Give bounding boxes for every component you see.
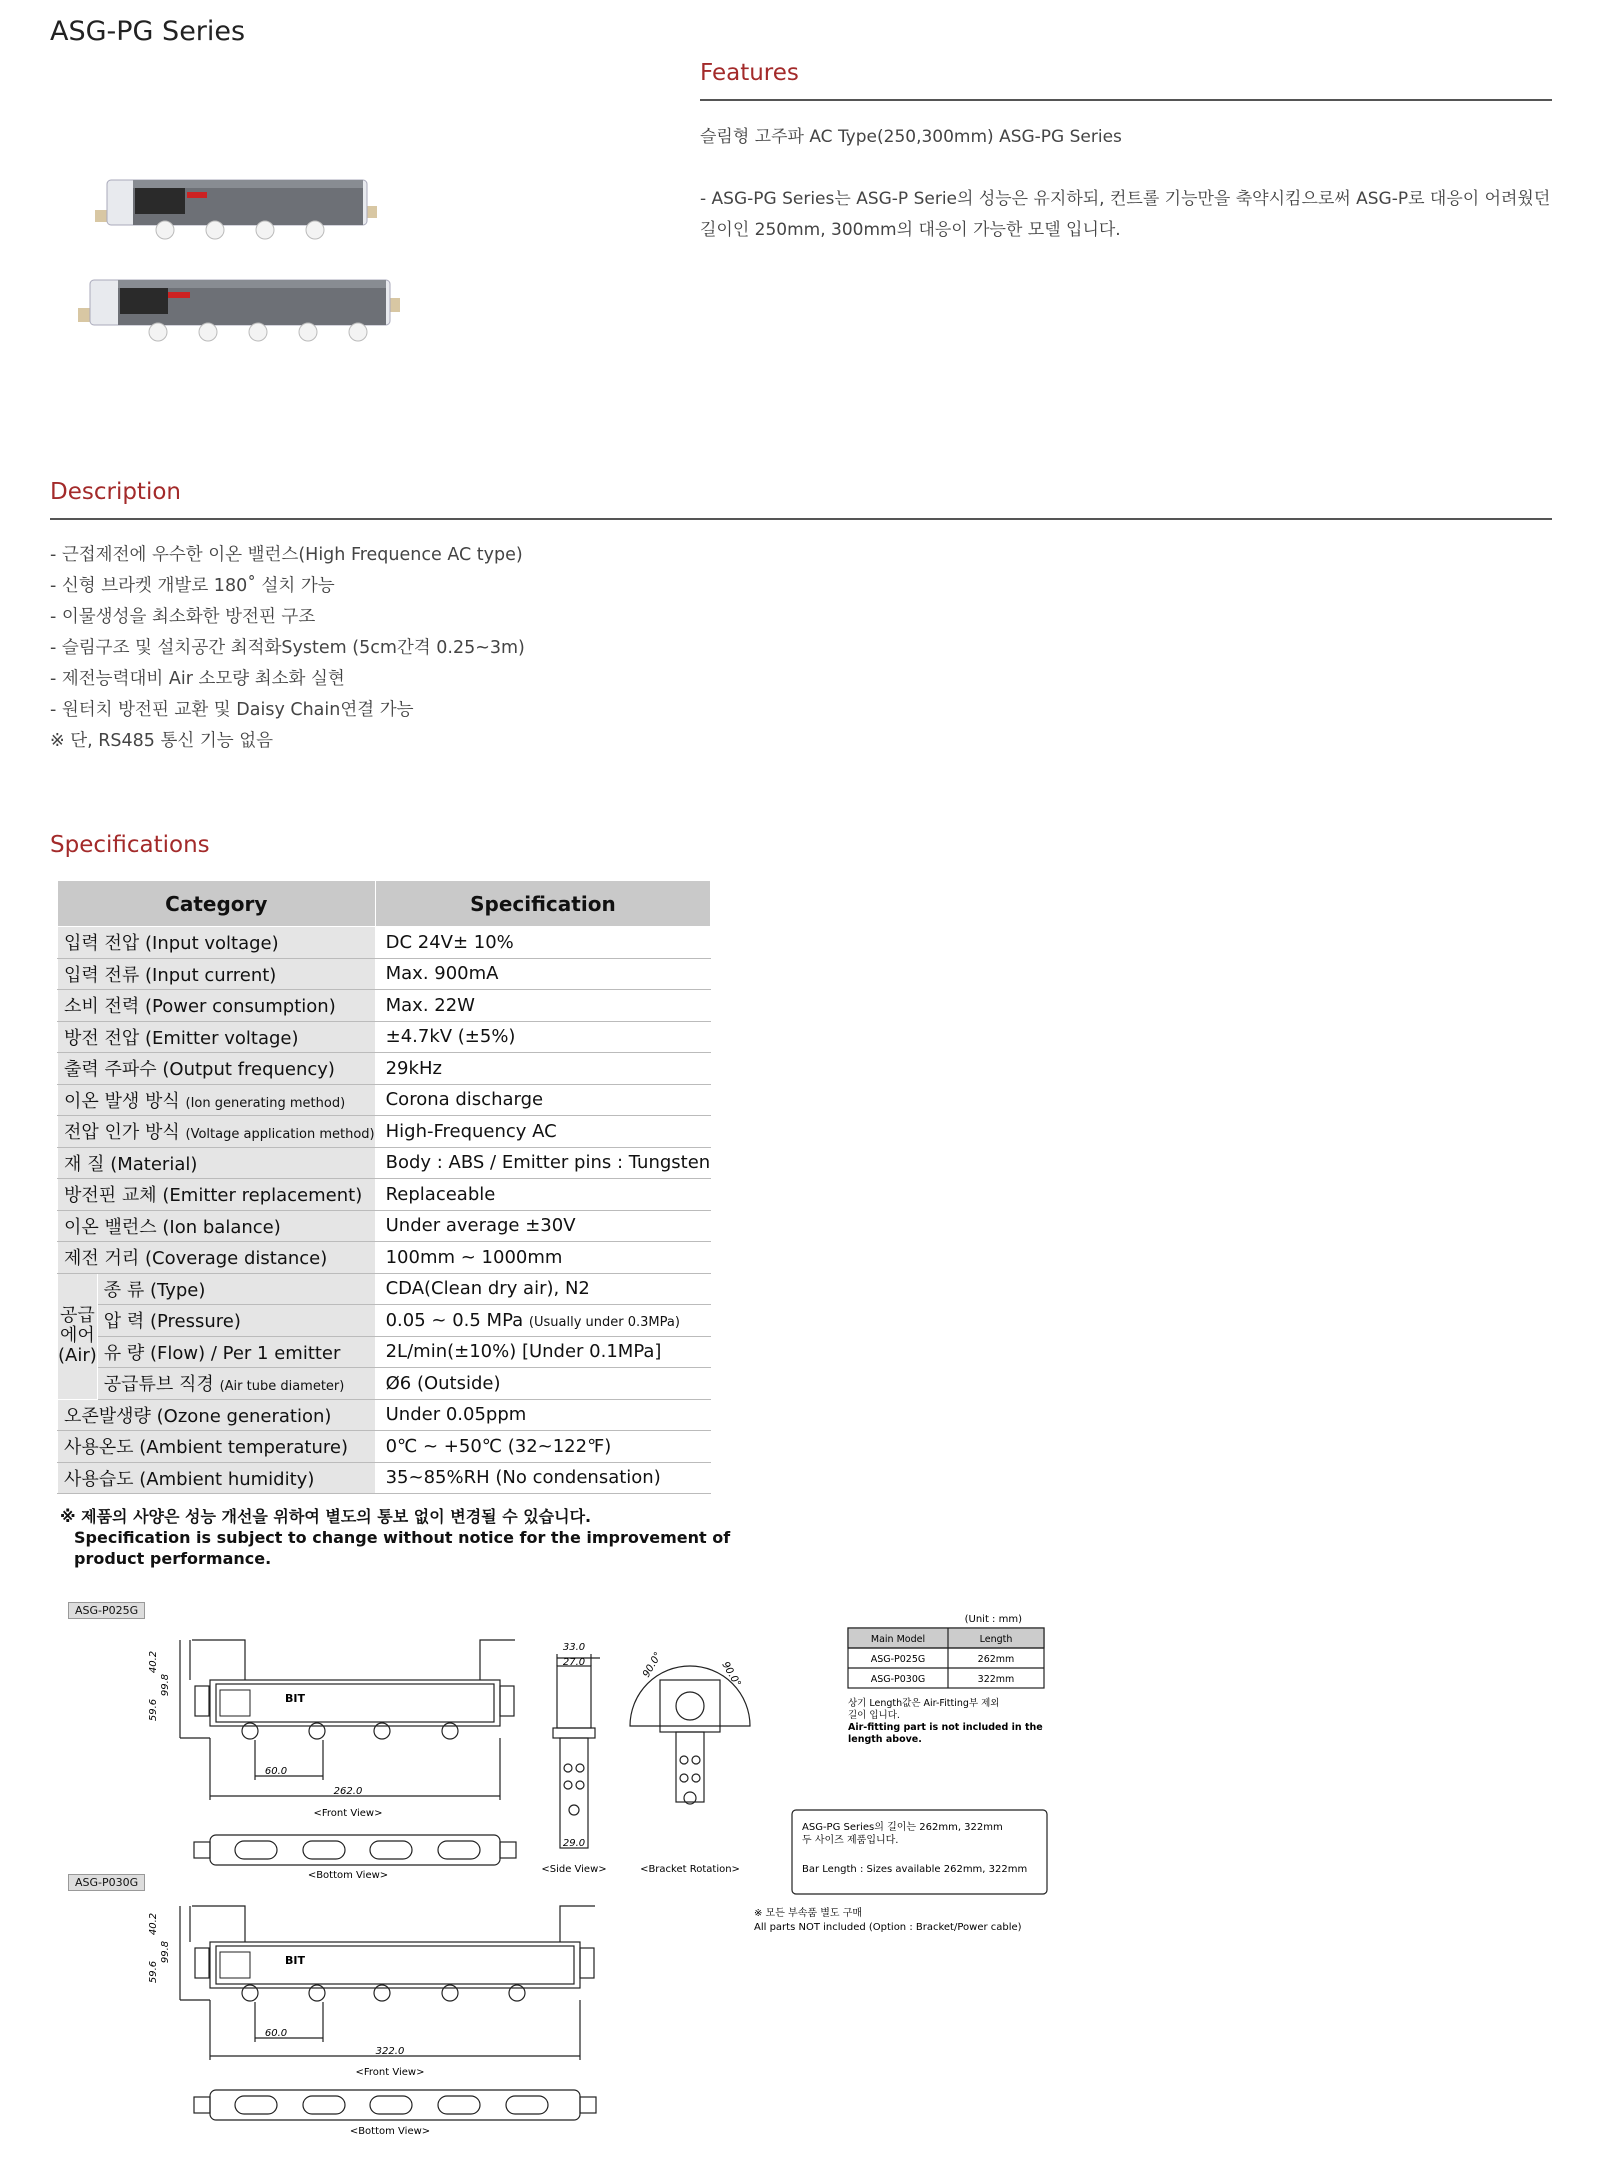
spec-val: 100mm ~ 1000mm — [375, 1242, 711, 1274]
spec-val: 2L/min(±10%) [Under 0.1MPa] — [375, 1336, 711, 1368]
angle-label: 90.0° — [719, 1660, 743, 1690]
table-row — [58, 958, 711, 990]
features-line-2: - ASG-PG Series는 ASG-P Serie의 성능은 유지하되, 컨트롤 기능만을 축약시킴으로써 ASG-P로 대응이 어려웠던 — [700, 189, 1551, 209]
dim-label: 60.0 — [264, 2028, 288, 2039]
spec-val: Body : ABS / Emitter pins : Tungsten — [375, 1147, 711, 1179]
spec-val: CDA(Clean dry air), N2 — [375, 1273, 711, 1305]
model-tag-b: ASG-P030G — [68, 1874, 145, 1891]
dim-label: 99.8 — [160, 1673, 171, 1697]
spec-notice-line-1: ※ 제품의 사양은 성능 개선을 위하여 별도의 통보 없이 변경될 수 있습니다. — [60, 1507, 592, 1526]
table-row — [58, 1021, 711, 1053]
table-row — [58, 1084, 711, 1116]
table-row — [58, 1147, 711, 1179]
table-cell: ASG-P025G — [870, 1654, 926, 1665]
dim-label: 27.0 — [562, 1657, 586, 1668]
spec-cat: 종 류 (Type) — [97, 1273, 375, 1305]
spec-val: Corona discharge — [375, 1084, 711, 1116]
spec-notice-line-2: Specification is subject to change without notice for the improvement of — [74, 1528, 731, 1547]
note-en: Air-fitting part is not included in the — [848, 1722, 1043, 1733]
table-cell: ASG-P030G — [870, 1674, 926, 1685]
product-image-short — [95, 170, 380, 240]
box-kr: ASG-PG Series의 길이는 262mm, 322mm — [802, 1822, 1003, 1833]
spec-cat-main: 전압 인가 방식 — [64, 1122, 180, 1144]
features-line-1: 슬림형 고주파 AC Type(250,300mm) ASG-PG Series — [700, 127, 1122, 147]
spec-cat: 소비 전력 (Power consumption) — [58, 990, 376, 1022]
bottom-view-label: <Bottom View> — [349, 2126, 431, 2137]
bracket-rotation-label: <Bracket Rotation> — [640, 1864, 740, 1875]
spec-val: 29kHz — [375, 1053, 711, 1085]
spec-cat-main: 공급튜브 직경 — [103, 1374, 214, 1396]
spec-val: DC 24V± 10% — [375, 927, 711, 959]
description-list — [50, 540, 525, 757]
spec-cat — [58, 1084, 376, 1116]
dim-label: 322.0 — [375, 2046, 405, 2057]
spec-cat — [97, 1368, 375, 1400]
spec-cat: 사용습도 (Ambient humidity) — [58, 1462, 376, 1494]
bottom-view-label: <Bottom View> — [307, 1870, 389, 1881]
description-item: ※ 단, RS485 통신 기능 없음 — [50, 731, 274, 751]
description-divider — [50, 518, 1552, 520]
spec-header-category: Category — [58, 881, 376, 927]
description-item: - 원터치 방전핀 교환 및 Daisy Chain연결 가능 — [50, 700, 414, 720]
description-item: - 이물생성을 최소화한 방전핀 구조 — [50, 607, 316, 627]
spec-cat-main: 이온 발생 방식 — [64, 1090, 180, 1112]
dim-label: 262.0 — [333, 1786, 363, 1797]
description-item: - 근접제전에 우수한 이온 밸런스(High Frequence AC type) — [50, 545, 523, 565]
spec-cat: 방전 전압 (Emitter voltage) — [58, 1021, 376, 1053]
box-en: Bar Length : Sizes available 262mm, 322mm — [802, 1864, 1028, 1875]
description-title: Description — [50, 479, 181, 505]
spec-val: Ø6 (Outside) — [375, 1368, 711, 1400]
spec-cat: 오존발생량 (Ozone generation) — [58, 1399, 376, 1431]
features-divider — [700, 99, 1552, 101]
spec-val-small: (Usually under 0.3MPa) — [528, 1314, 680, 1330]
spec-cat: 제전 거리 (Coverage distance) — [58, 1242, 376, 1274]
spec-cat: 유 량 (Flow) / Per 1 emitter — [97, 1336, 375, 1368]
features-line-3: 길이인 250mm, 300mm의 대응이 가능한 모델 입니다. — [700, 220, 1121, 240]
spec-val: 0℃ ~ +50℃ (32~122℉) — [375, 1431, 711, 1463]
angle-label: 90.0° — [641, 1650, 665, 1680]
brand-label: BIT — [285, 1954, 305, 1967]
table-row — [58, 1242, 711, 1274]
spec-cat-small: (Voltage application method) — [185, 1127, 375, 1143]
spec-val: Under 0.05ppm — [375, 1399, 711, 1431]
product-image-long — [78, 272, 403, 347]
spec-cat: 사용온도 (Ambient temperature) — [58, 1431, 376, 1463]
spec-cat: 이온 밸런스 (Ion balance) — [58, 1210, 376, 1242]
note-kr-2: 길이 입니다. — [848, 1710, 900, 1721]
spec-table — [57, 880, 711, 1494]
spec-header-row — [58, 881, 711, 927]
side-view-label: <Side View> — [541, 1864, 607, 1875]
table-head: Length — [979, 1634, 1013, 1645]
spec-cat: 압 력 (Pressure) — [97, 1305, 375, 1337]
spec-val-main: 0.05 ~ 0.5 MPa — [385, 1309, 524, 1331]
table-row — [58, 1273, 711, 1305]
parts-en: All parts NOT included (Option : Bracket/Power cable) — [754, 1922, 1022, 1933]
spec-notice-line-3: product performance. — [74, 1549, 272, 1568]
table-row — [58, 1116, 711, 1148]
front-view-label: <Front View> — [355, 2067, 425, 2078]
specifications-title: Specifications — [50, 832, 210, 858]
spec-header-spec: Specification — [375, 881, 711, 927]
spec-cat — [58, 1116, 376, 1148]
dim-label: 60.0 — [264, 1766, 288, 1777]
table-row — [58, 1179, 711, 1211]
spec-val: Max. 900mA — [375, 958, 711, 990]
spec-cat: 출력 주파수 (Output frequency) — [58, 1053, 376, 1085]
table-row — [58, 1336, 711, 1368]
features-title: Features — [700, 60, 799, 86]
box-kr-2: 두 사이즈 제품입니다. — [802, 1835, 899, 1846]
air-label-2: 에어 — [59, 1325, 95, 1346]
spec-val: 35~85%RH (No condensation) — [375, 1462, 711, 1494]
spec-val — [375, 1305, 711, 1337]
spec-notice — [60, 1506, 730, 1569]
spec-val: Replaceable — [375, 1179, 711, 1211]
note-kr: 상기 Length값은 Air-Fitting부 제외 — [848, 1698, 1000, 1709]
front-view-label: <Front View> — [313, 1808, 383, 1819]
spec-cat: 재 질 (Material) — [58, 1147, 376, 1179]
spec-val: ±4.7kV (±5%) — [375, 1021, 711, 1053]
air-label-1: 공급 — [59, 1305, 95, 1326]
table-row — [58, 927, 711, 959]
dim-label: 99.8 — [160, 1940, 171, 1964]
spec-cat: 입력 전류 (Input current) — [58, 958, 376, 990]
table-row — [58, 1368, 711, 1400]
table-cell: 262mm — [977, 1654, 1015, 1665]
note-en-2: length above. — [848, 1734, 922, 1745]
brand-label: BIT — [285, 1692, 305, 1705]
spec-val: Max. 22W — [375, 990, 711, 1022]
table-row — [58, 990, 711, 1022]
parts-kr: ※ 모든 부속품 별도 구매 — [754, 1908, 863, 1919]
table-row — [58, 1431, 711, 1463]
table-row — [58, 1305, 711, 1337]
technical-drawing — [120, 1614, 1070, 2150]
table-head: Main Model — [870, 1634, 926, 1645]
table-row — [58, 1210, 711, 1242]
table-row — [58, 1399, 711, 1431]
description-item: - 슬림구조 및 설치공간 최적화System (5cm간격 0.25~3m) — [50, 638, 525, 658]
dim-label: 40.2 — [148, 1650, 159, 1674]
description-item: - 신형 브라켓 개발로 180˚ 설치 가능 — [50, 576, 335, 596]
unit-label: (Unit : mm) — [964, 1614, 1022, 1625]
spec-air-group-label — [58, 1273, 98, 1399]
air-label-3: (Air) — [58, 1345, 97, 1366]
table-row — [58, 1053, 711, 1085]
spec-cat: 입력 전압 (Input voltage) — [58, 927, 376, 959]
spec-cat-small: (Ion generating method) — [185, 1095, 346, 1111]
dim-label: 40.2 — [148, 1912, 159, 1936]
dim-label: 33.0 — [562, 1642, 586, 1653]
features-text — [700, 122, 1560, 246]
spec-val: Under average ±30V — [375, 1210, 711, 1242]
dim-label: 29.0 — [562, 1838, 586, 1849]
spec-cat-small: (Air tube diameter) — [219, 1379, 345, 1395]
spec-cat: 방전핀 교체 (Emitter replacement) — [58, 1179, 376, 1211]
dim-label: 59.6 — [148, 1698, 159, 1722]
table-row — [58, 1462, 711, 1494]
dim-label: 59.6 — [148, 1960, 159, 1984]
table-cell: 322mm — [977, 1674, 1015, 1685]
description-item: - 제전능력대비 Air 소모량 최소화 실현 — [50, 669, 345, 689]
page-title: ASG-PG Series — [50, 16, 246, 47]
spec-val: High-Frequency AC — [375, 1116, 711, 1148]
model-tag-a: ASG-P025G — [68, 1602, 145, 1619]
